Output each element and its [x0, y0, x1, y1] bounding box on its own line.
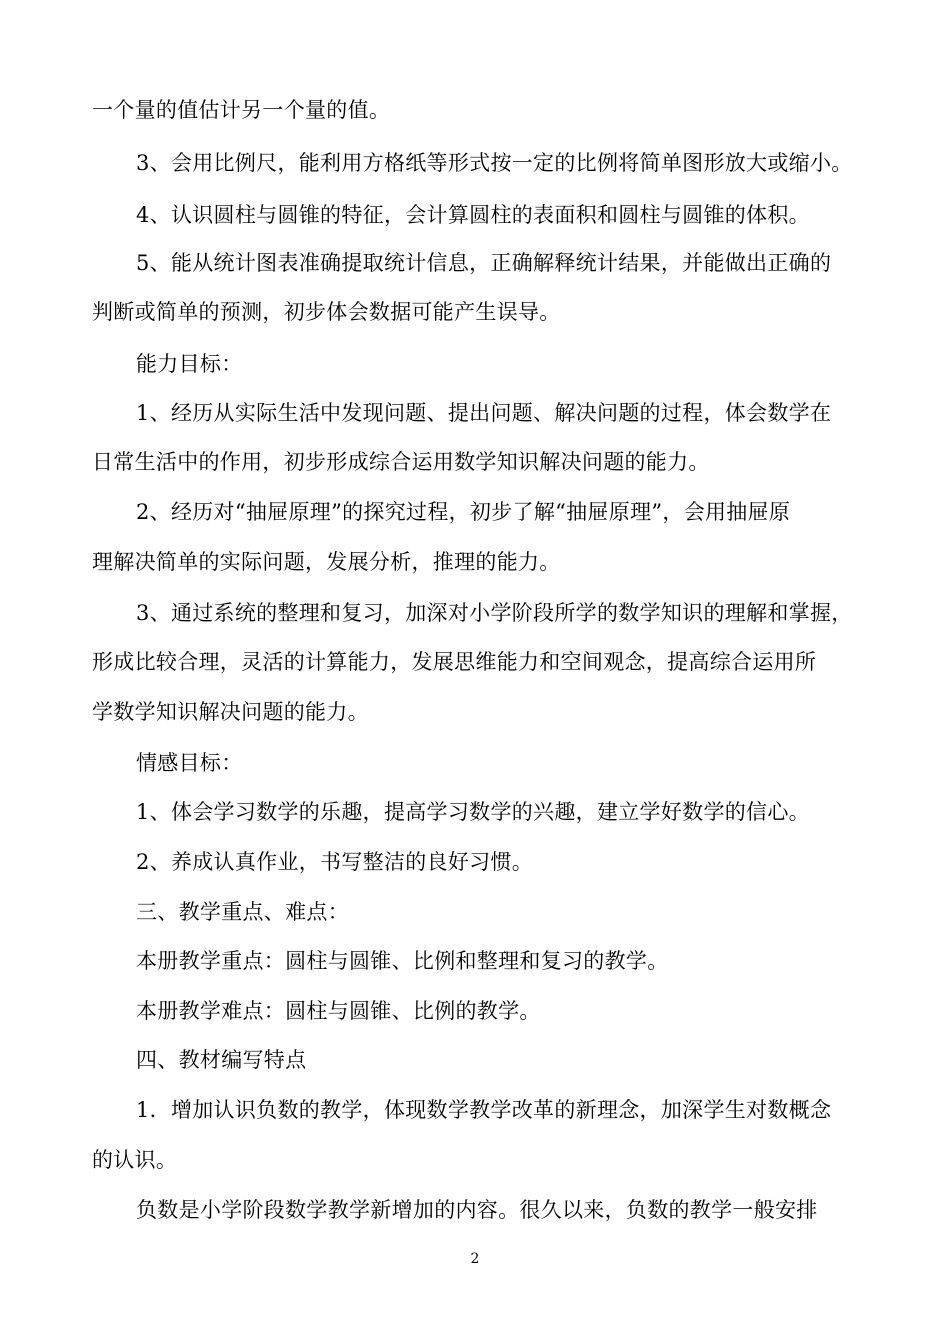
section-heading: 四、教材编写特点	[136, 1048, 307, 1072]
text-line: 5、能从统计图表准确提取统计信息，正确解释统计结果，并能做出正确的	[136, 251, 832, 275]
text-line: 本册教学难点：圆柱与圆锥、比例的教学。	[136, 999, 541, 1023]
text-line: 2、经历对“抽屉原理”的探究过程，初步了解“抽屉原理”，会用抽屉原	[136, 500, 791, 524]
section-heading: 三、教学重点、难点：	[136, 900, 349, 924]
text-line: 一个量的值估计另一个量的值。	[92, 98, 391, 122]
text-line: 1、体会学习数学的乐趣，提高学习数学的兴趣，建立学好数学的信心。	[136, 800, 810, 824]
text-line: 的认识。	[92, 1148, 178, 1172]
text-line: 负数是小学阶段数学教学新增加的内容。很久以来，负数的教学一般安排	[136, 1198, 818, 1222]
text-line: 1．增加认识负数的教学，体现数学教学改革的新理念，加深学生对数概念	[136, 1098, 832, 1122]
text-line: 4、认识圆柱与圆锥的特征，会计算圆柱的表面积和圆柱与圆锥的体积。	[136, 203, 810, 227]
text-line: 判断或简单的预测，初步体会数据可能产生误导。	[92, 300, 561, 324]
text-line: 理解决简单的实际问题，发展分析，推理的能力。	[92, 550, 561, 574]
section-heading: 情感目标：	[136, 751, 243, 775]
text-line: 2、养成认真作业，书写整洁的良好习惯。	[136, 850, 534, 874]
text-line: 形成比较合理，灵活的计算能力，发展思维能力和空间观念，提高综合运用所	[92, 650, 817, 674]
text-line: 1、经历从实际生活中发现问题、提出问题、解决问题的过程，体会数学在	[136, 401, 832, 425]
page-number: 2	[470, 1251, 480, 1267]
text-line: 日常生活中的作用，初步形成综合运用数学知识解决问题的能力。	[92, 450, 710, 474]
text-line: 3、通过系统的整理和复习，加深对小学阶段所学的数学知识的理解和掌握，	[136, 601, 853, 625]
text-line: 3、会用比例尺，能利用方格纸等形式按一定的比例将简单图形放大或缩小。	[136, 151, 853, 175]
text-line: 本册教学重点：圆柱与圆锥、比例和整理和复习的教学。	[136, 949, 669, 973]
section-heading: 能力目标：	[136, 352, 243, 376]
text-line: 学数学知识解决问题的能力。	[92, 700, 369, 724]
